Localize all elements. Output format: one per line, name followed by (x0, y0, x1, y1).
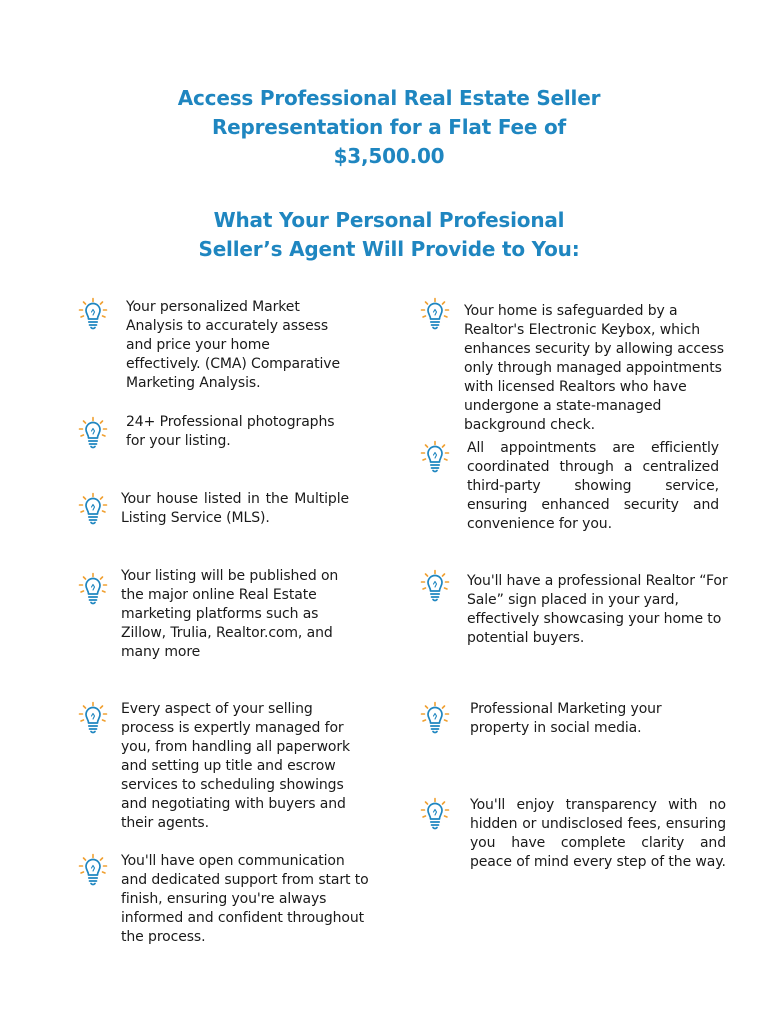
benefit-text: All appointments are efficiently coordinated through a centralized third-party showing service, ensuring enhanced security and convenience for you. (467, 440, 719, 532)
benefit-text: Professional Marketing your property in social media. (470, 701, 662, 736)
benefit-text: Your personalized Market Analysis to accurately assess and price your home effectively. (CMA) Comparative Marketing Analysis. (126, 299, 341, 391)
title-line-2: Representation for a Flat Fee of (211, 115, 567, 139)
benefit-text: Your listing will be published on the major online Real Estate marketing platforms such as Zillow, Trulia, Realtor.com, and many more (121, 568, 339, 660)
subtitle-line-1: What Your Personal Profesional (213, 208, 565, 232)
lightbulb-icon (77, 572, 109, 606)
lightbulb-icon (419, 440, 451, 474)
benefit-text: You'll have a professional Realtor “For Sale” sign placed in your yard, effectively showcasing your home to potential buyers. (467, 573, 728, 646)
benefit-text: Your house listed in the Multiple Listing Service (MLS). (121, 491, 349, 526)
lightbulb-icon (77, 701, 109, 735)
benefit-text: 24+ Professional photographs for your listing. (126, 414, 335, 449)
title-line-1: Access Professional Real Estate Seller (177, 86, 601, 110)
lightbulb-icon (419, 797, 451, 831)
benefit-text: You'll have open communication and dedicated support from start to finish, ensuring you're always informed and confident throughout the process. (121, 853, 369, 945)
lightbulb-icon (77, 297, 109, 331)
lightbulb-icon (77, 492, 109, 526)
lightbulb-icon (419, 569, 451, 603)
lightbulb-icon (77, 853, 109, 887)
subtitle-line-2: Seller’s Agent Will Provide to You: (198, 237, 580, 261)
benefit-text: Your home is safeguarded by a Realtor's Electronic Keybox, which enhances security by allowing access only through managed appointments with licensed Realtors who have undergone a state-managed background check. (464, 303, 724, 433)
lightbulb-icon (77, 416, 109, 450)
benefit-text: Every aspect of your selling process is expertly managed for you, from handling all paperwork and setting up title and escrow services to scheduling showings and negotiating with buyers and their agents. (121, 701, 351, 831)
page-title (0, 84, 768, 171)
section-subtitle (0, 206, 768, 264)
lightbulb-icon (419, 297, 451, 331)
title-line-3: $3,500.00 (333, 144, 445, 168)
benefit-text: You'll enjoy transparency with no hidden or undisclosed fees, ensuring you have complete clarity and peace of mind every step of the way. (470, 797, 726, 870)
lightbulb-icon (419, 701, 451, 735)
